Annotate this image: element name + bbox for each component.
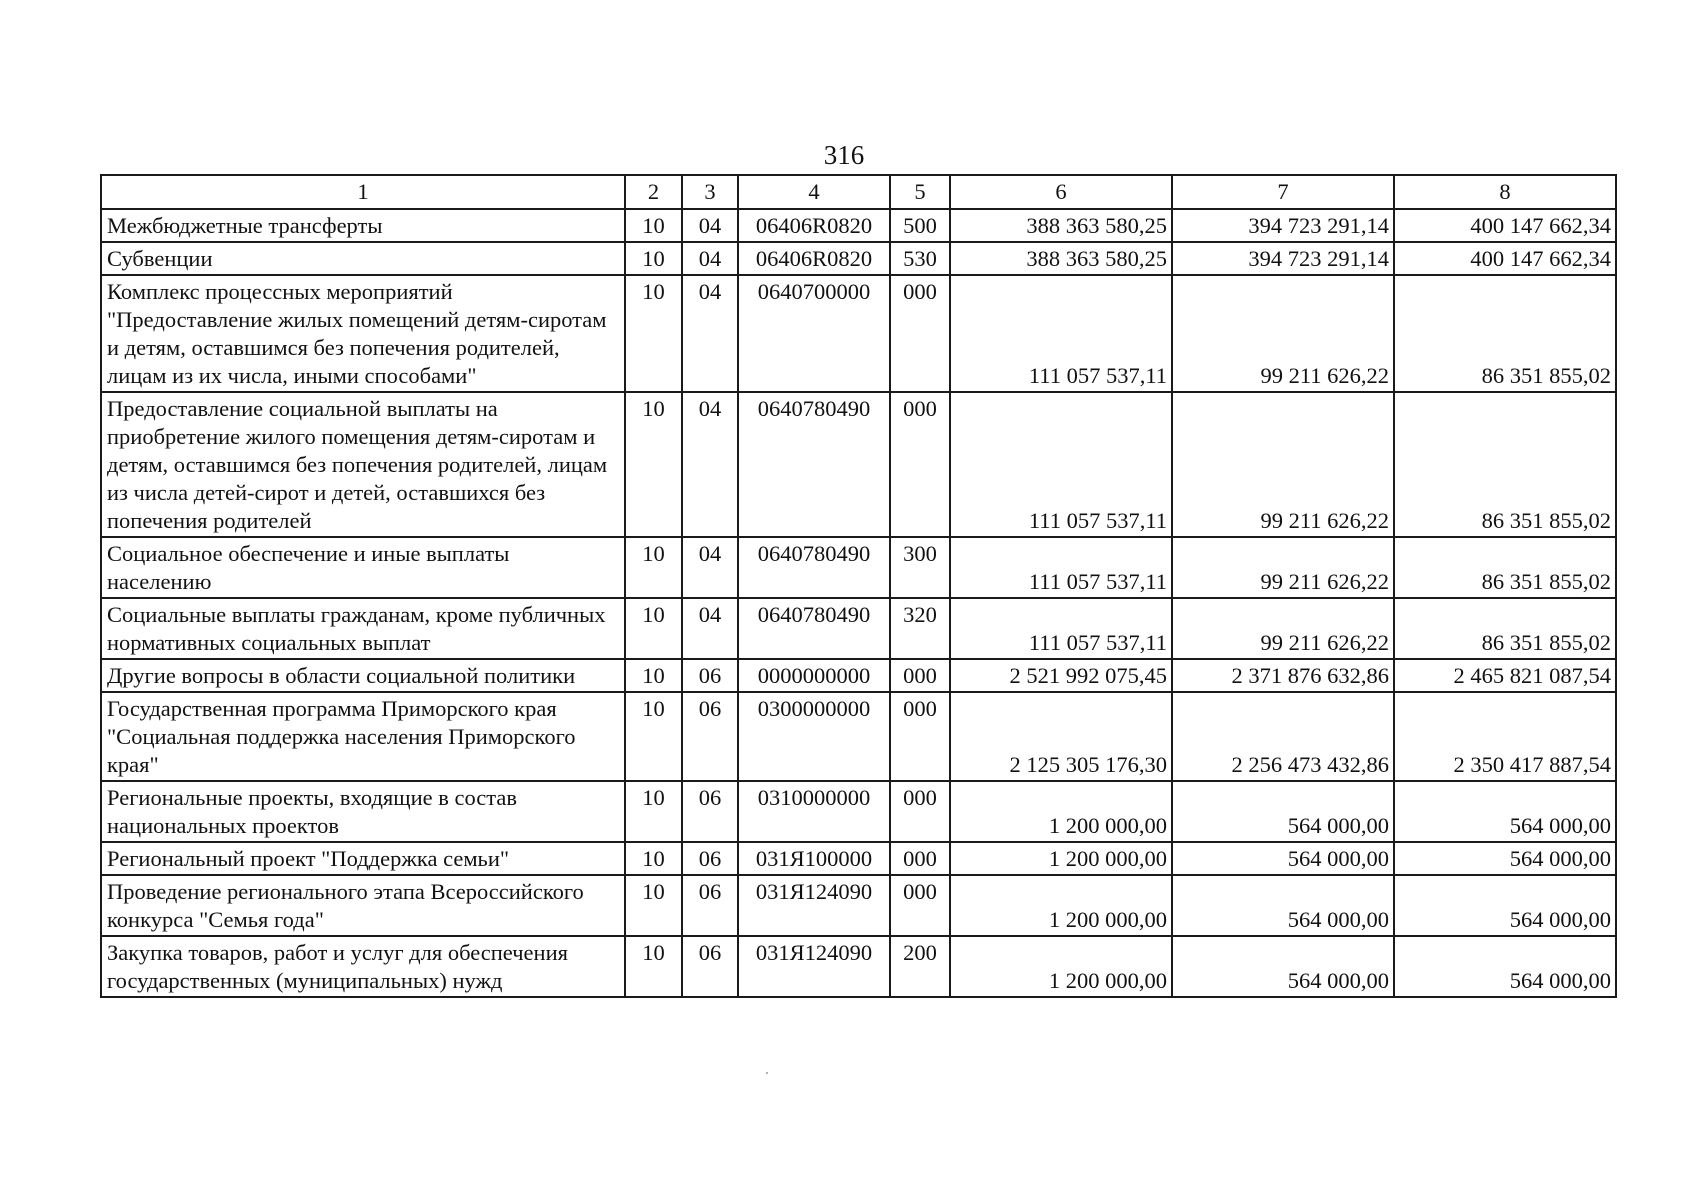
subsection-code: 04 xyxy=(682,537,738,598)
row-name: Предоставление социальной выплаты на приобретение жилого помещения детям-сиротам и детям, оставшимся без попечения родителей, лицам из числа детей-сирот и детей, оставшихся без попечения родителей xyxy=(101,392,625,537)
amount-col8: 2 350 417 887,54 xyxy=(1394,692,1616,781)
row-name: Комплекс процессных мероприятий "Предоставление жилых помещений детям-сиротам и детям, оставшимся без попечения родителей, лицам из их числа, иными способами" xyxy=(101,275,625,392)
subsection-code: 04 xyxy=(682,242,738,275)
amount-col6: 1 200 000,00 xyxy=(950,842,1172,875)
section-code: 10 xyxy=(625,842,682,875)
amount-col6: 1 200 000,00 xyxy=(950,875,1172,936)
table-row xyxy=(101,537,1616,598)
amount-col8: 400 147 662,34 xyxy=(1394,242,1616,275)
table-row xyxy=(101,659,1616,692)
section-code: 10 xyxy=(625,875,682,936)
section-code: 10 xyxy=(625,659,682,692)
amount-col6: 388 363 580,25 xyxy=(950,242,1172,275)
target-article-code: 0000000000 xyxy=(738,659,890,692)
amount-col8: 86 351 855,02 xyxy=(1394,275,1616,392)
amount-col8: 2 465 821 087,54 xyxy=(1394,659,1616,692)
amount-col6: 111 057 537,11 xyxy=(950,392,1172,537)
subsection-code: 06 xyxy=(682,692,738,781)
amount-col6: 111 057 537,11 xyxy=(950,598,1172,659)
amount-col7: 564 000,00 xyxy=(1172,781,1394,842)
target-article-code: 0310000000 xyxy=(738,781,890,842)
expense-type-code: 300 xyxy=(890,537,950,598)
table-row xyxy=(101,209,1616,242)
amount-col6: 1 200 000,00 xyxy=(950,781,1172,842)
table-header-row xyxy=(101,175,1616,209)
amount-col8: 564 000,00 xyxy=(1394,936,1616,997)
expense-type-code: 000 xyxy=(890,392,950,537)
target-article-code: 06406R0820 xyxy=(738,242,890,275)
amount-col7: 2 256 473 432,86 xyxy=(1172,692,1394,781)
table-row xyxy=(101,875,1616,936)
expense-type-code: 320 xyxy=(890,598,950,659)
amount-col7: 394 723 291,14 xyxy=(1172,242,1394,275)
expense-type-code: 000 xyxy=(890,659,950,692)
table-row xyxy=(101,392,1616,537)
amount-col6: 2 125 305 176,30 xyxy=(950,692,1172,781)
target-article-code: 031Я124090 xyxy=(738,875,890,936)
target-article-code: 031Я100000 xyxy=(738,842,890,875)
row-name: Другие вопросы в области социальной политики xyxy=(101,659,625,692)
amount-col6: 111 057 537,11 xyxy=(950,275,1172,392)
expense-type-code: 000 xyxy=(890,781,950,842)
subsection-code: 06 xyxy=(682,936,738,997)
table-row xyxy=(101,936,1616,997)
subsection-code: 06 xyxy=(682,781,738,842)
amount-col6: 2 521 992 075,45 xyxy=(950,659,1172,692)
column-header: 3 xyxy=(682,175,738,209)
amount-col7: 99 211 626,22 xyxy=(1172,392,1394,537)
table-row xyxy=(101,242,1616,275)
row-name: Социальное обеспечение и иные выплаты населению xyxy=(101,537,625,598)
table-row xyxy=(101,781,1616,842)
scan-speck xyxy=(766,1072,768,1074)
amount-col7: 2 371 876 632,86 xyxy=(1172,659,1394,692)
amount-col7: 99 211 626,22 xyxy=(1172,275,1394,392)
expense-type-code: 530 xyxy=(890,242,950,275)
amount-col6: 1 200 000,00 xyxy=(950,936,1172,997)
amount-col7: 99 211 626,22 xyxy=(1172,537,1394,598)
target-article-code: 031Я124090 xyxy=(738,936,890,997)
row-name: Межбюджетные трансферты xyxy=(101,209,625,242)
target-article-code: 0640780490 xyxy=(738,537,890,598)
expense-type-code: 000 xyxy=(890,842,950,875)
target-article-code: 06406R0820 xyxy=(738,209,890,242)
section-code: 10 xyxy=(625,392,682,537)
column-header: 2 xyxy=(625,175,682,209)
column-header: 8 xyxy=(1394,175,1616,209)
page-number: 316 xyxy=(823,140,865,170)
column-header: 4 xyxy=(738,175,890,209)
target-article-code: 0640700000 xyxy=(738,275,890,392)
row-name: Региональные проекты, входящие в состав национальных проектов xyxy=(101,781,625,842)
section-code: 10 xyxy=(625,598,682,659)
section-code: 10 xyxy=(625,537,682,598)
target-article-code: 0300000000 xyxy=(738,692,890,781)
row-name: Социальные выплаты гражданам, кроме публичных нормативных социальных выплат xyxy=(101,598,625,659)
amount-col7: 99 211 626,22 xyxy=(1172,598,1394,659)
target-article-code: 0640780490 xyxy=(738,598,890,659)
section-code: 10 xyxy=(625,692,682,781)
section-code: 10 xyxy=(625,781,682,842)
subsection-code: 06 xyxy=(682,842,738,875)
section-code: 10 xyxy=(625,936,682,997)
expense-type-code: 500 xyxy=(890,209,950,242)
amount-col8: 564 000,00 xyxy=(1394,781,1616,842)
table-row xyxy=(101,275,1616,392)
amount-col7: 564 000,00 xyxy=(1172,842,1394,875)
amount-col6: 388 363 580,25 xyxy=(950,209,1172,242)
row-name: Проведение регионального этапа Всероссийского конкурса "Семья года" xyxy=(101,875,625,936)
column-header: 6 xyxy=(950,175,1172,209)
expense-type-code: 000 xyxy=(890,692,950,781)
target-article-code: 0640780490 xyxy=(738,392,890,537)
table-row xyxy=(101,692,1616,781)
amount-col8: 564 000,00 xyxy=(1394,842,1616,875)
amount-col8: 86 351 855,02 xyxy=(1394,392,1616,537)
row-name: Государственная программа Приморского края "Социальная поддержка населения Приморского края" xyxy=(101,692,625,781)
row-name: Закупка товаров, работ и услуг для обеспечения государственных (муниципальных) нужд xyxy=(101,936,625,997)
expense-type-code: 000 xyxy=(890,275,950,392)
column-header: 7 xyxy=(1172,175,1394,209)
amount-col8: 86 351 855,02 xyxy=(1394,537,1616,598)
subsection-code: 06 xyxy=(682,659,738,692)
amount-col6: 111 057 537,11 xyxy=(950,537,1172,598)
table-row xyxy=(101,598,1616,659)
subsection-code: 06 xyxy=(682,875,738,936)
subsection-code: 04 xyxy=(682,209,738,242)
amount-col8: 564 000,00 xyxy=(1394,875,1616,936)
subsection-code: 04 xyxy=(682,275,738,392)
section-code: 10 xyxy=(625,275,682,392)
expense-type-code: 200 xyxy=(890,936,950,997)
table-row xyxy=(101,842,1616,875)
section-code: 10 xyxy=(625,209,682,242)
subsection-code: 04 xyxy=(682,598,738,659)
amount-col7: 564 000,00 xyxy=(1172,875,1394,936)
row-name: Региональный проект "Поддержка семьи" xyxy=(101,842,625,875)
amount-col8: 400 147 662,34 xyxy=(1394,209,1616,242)
amount-col8: 86 351 855,02 xyxy=(1394,598,1616,659)
column-header: 5 xyxy=(890,175,950,209)
subsection-code: 04 xyxy=(682,392,738,537)
section-code: 10 xyxy=(625,242,682,275)
amount-col7: 394 723 291,14 xyxy=(1172,209,1394,242)
amount-col7: 564 000,00 xyxy=(1172,936,1394,997)
column-header: 1 xyxy=(101,175,625,209)
budget-table xyxy=(100,174,1617,998)
expense-type-code: 000 xyxy=(890,875,950,936)
row-name: Субвенции xyxy=(101,242,625,275)
